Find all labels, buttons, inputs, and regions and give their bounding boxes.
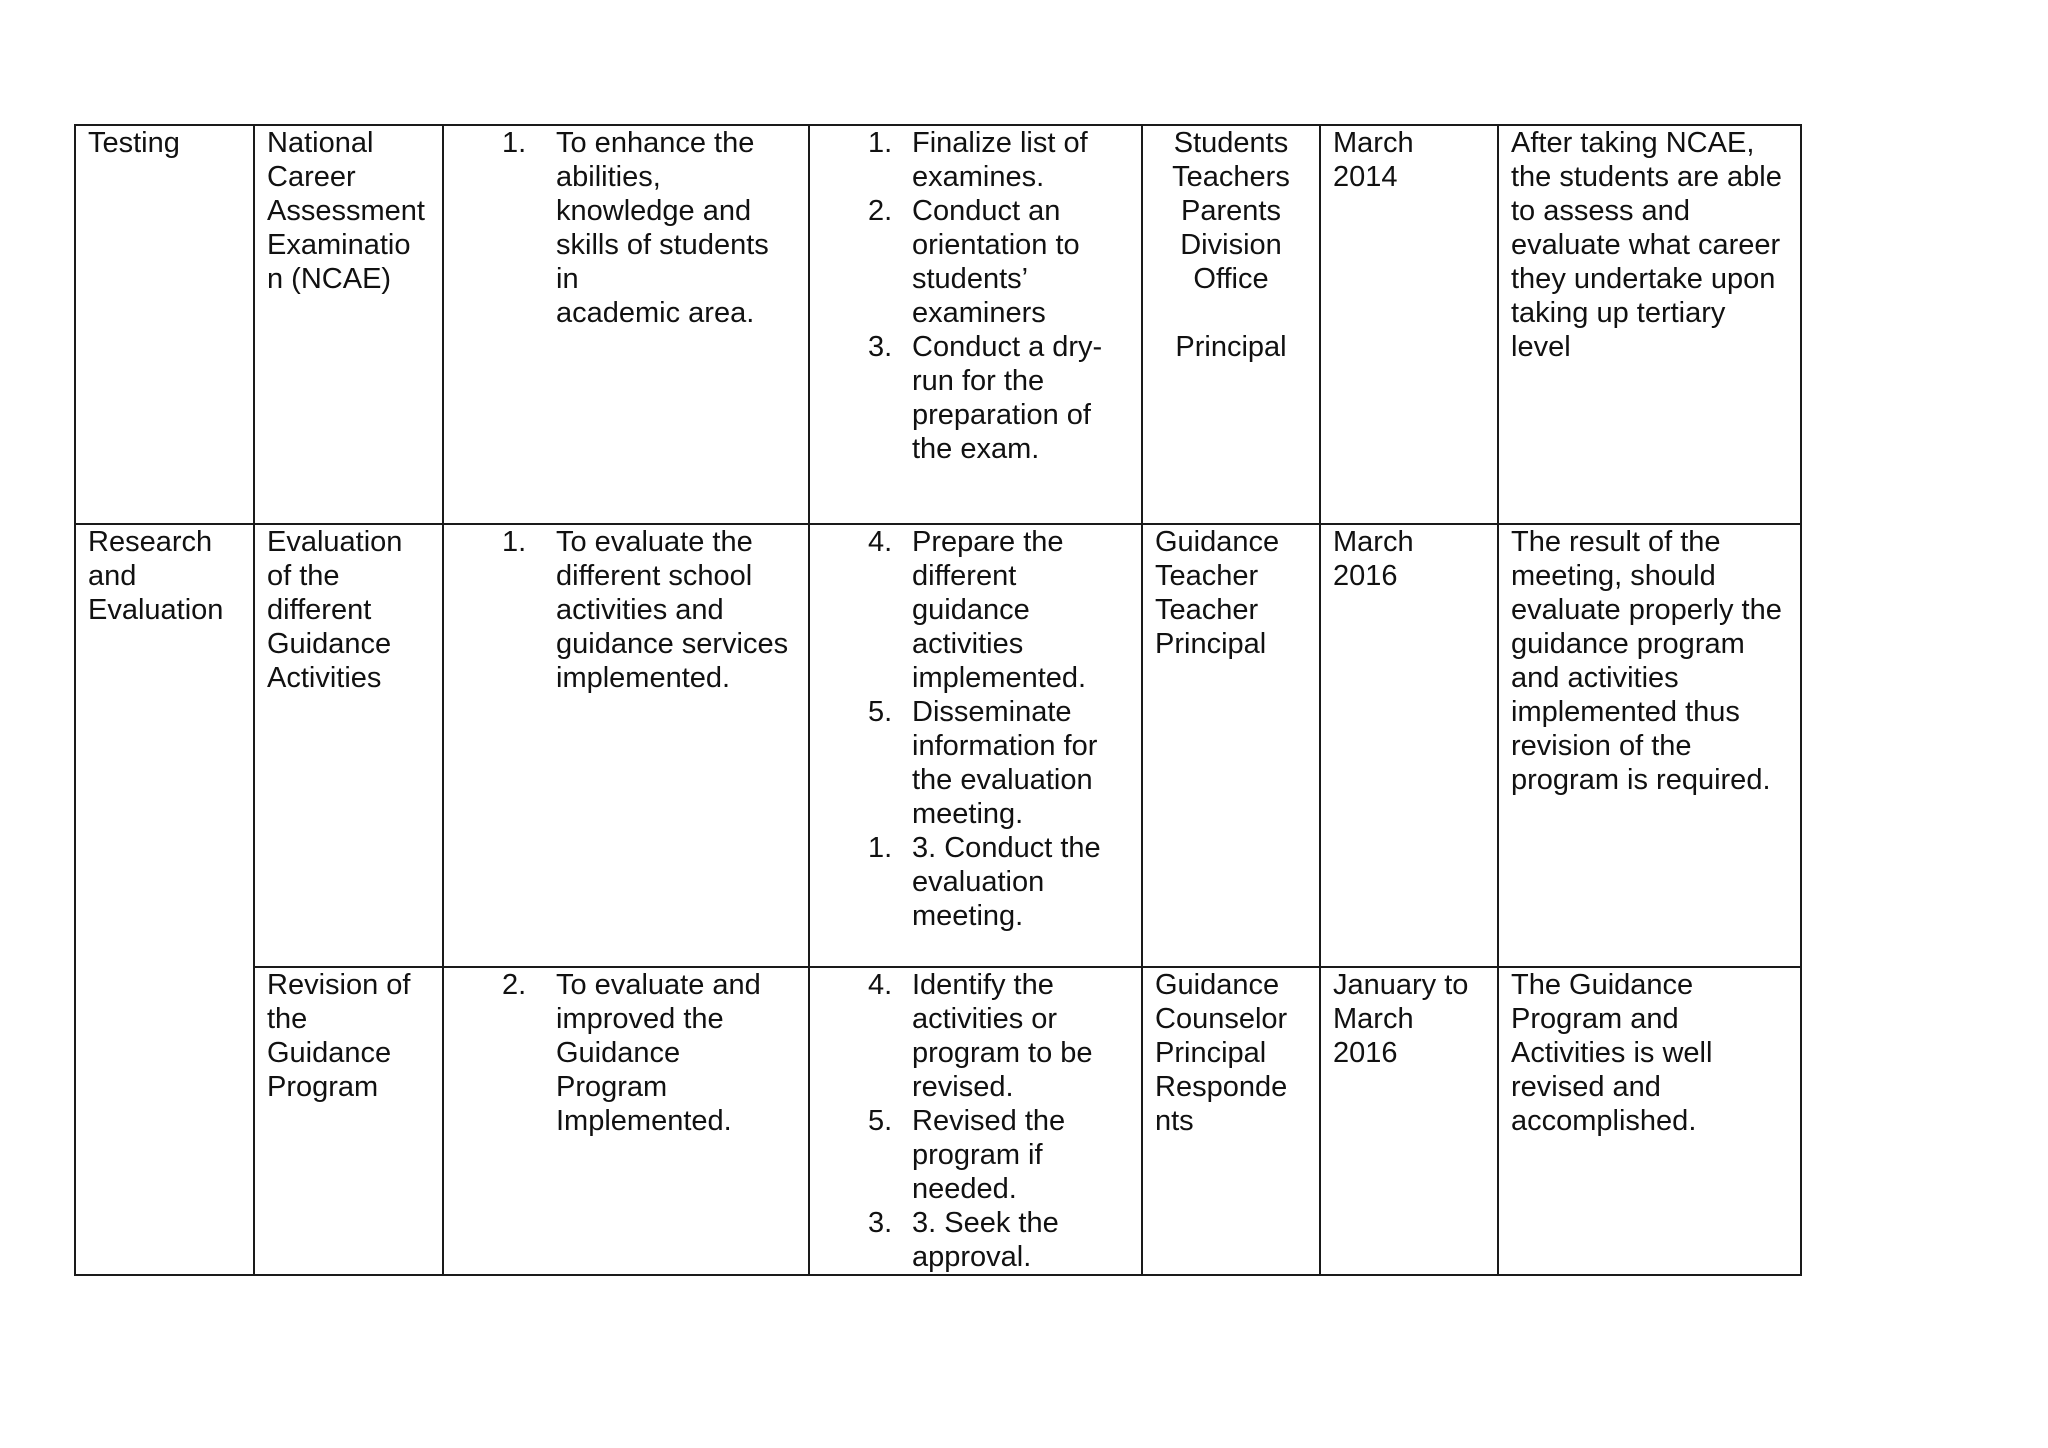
time-frame-line: March	[1333, 127, 1414, 159]
area-cell	[75, 524, 254, 1275]
expected-outcome-line: Activities is well	[1511, 1037, 1713, 1069]
persons-involved-cell	[1142, 125, 1320, 524]
activity-list-item-line: 3. Conduct the	[912, 832, 1101, 864]
area-label-line: and	[88, 560, 137, 592]
activity-list-item	[822, 330, 1129, 466]
activity-list-item-line: run for the	[912, 365, 1045, 397]
item-number: 1.	[502, 526, 527, 558]
persons-involved-line: Office	[1193, 263, 1269, 295]
activity-list-item-line: meeting.	[912, 798, 1024, 830]
activity-list-item	[822, 1206, 1129, 1274]
persons-involved	[1155, 968, 1307, 1138]
item-number: 4.	[868, 969, 893, 1001]
time-frame-line: March	[1333, 526, 1414, 558]
program-title	[267, 525, 430, 695]
expected-outcome-line: meeting, should	[1511, 560, 1716, 592]
time-frame	[1333, 126, 1485, 194]
objective-list-item-line: activities and	[556, 594, 724, 626]
table-row	[75, 125, 1801, 524]
expected-outcome	[1511, 525, 1788, 797]
persons-involved	[1155, 525, 1307, 661]
program-title-line: Career	[267, 161, 356, 193]
expected-outcome-line: After taking NCAE,	[1511, 127, 1755, 159]
activity-list-item-line: Finalize list of	[912, 127, 1088, 159]
area-label: Testing	[88, 127, 180, 159]
program-title	[267, 968, 430, 1104]
time-frame-line: January to	[1333, 969, 1469, 1001]
item-number: 1.	[868, 127, 893, 159]
persons-involved-line: Teacher	[1155, 594, 1259, 626]
objective-list-item-line: Guidance Program	[556, 1037, 681, 1103]
program-cell	[254, 967, 443, 1275]
activity-list-item-line: the exam.	[912, 433, 1040, 465]
area-label-line: Evaluation	[88, 594, 224, 626]
expected-outcome-line: evaluate what career	[1511, 229, 1781, 261]
activities-cell	[809, 125, 1142, 524]
objective-list-item-line: academic area.	[556, 297, 755, 329]
program-title-line: Revision of	[267, 969, 411, 1001]
activity-list-item-line: examines.	[912, 161, 1045, 193]
item-number: 3.	[868, 331, 893, 363]
expected-outcome-line: The Guidance	[1511, 969, 1694, 1001]
activity-list-item-line: activities or	[912, 1003, 1058, 1035]
program-title-line: Examinatio	[267, 229, 411, 261]
activity-list-item-line: Conduct a dry-	[912, 331, 1103, 363]
time-frame-cell	[1320, 125, 1498, 524]
activity-list-item	[822, 968, 1129, 1104]
program-title-line: of the	[267, 560, 340, 592]
objective-list	[456, 126, 796, 330]
item-number: 1.	[502, 127, 527, 159]
persons-involved-line: Principal	[1155, 628, 1267, 660]
activity-list-item-line: orientation to	[912, 229, 1080, 261]
activity-list-item-line: guidance	[912, 594, 1030, 626]
time-frame-line: 2014	[1333, 161, 1398, 193]
program-title-line: Guidance	[267, 628, 392, 660]
activity-list-item-line: Revised the	[912, 1105, 1066, 1137]
persons-involved-line: Guidance	[1155, 526, 1280, 558]
area-cell	[75, 125, 254, 524]
expected-outcome-line: accomplished.	[1511, 1105, 1697, 1137]
activity-list	[822, 525, 1129, 933]
time-frame-cell	[1320, 967, 1498, 1275]
persons-involved-line: Division	[1180, 229, 1282, 261]
persons-involved-line: Principal	[1155, 1037, 1267, 1069]
persons-involved-line	[1155, 296, 1307, 330]
program-cell	[254, 524, 443, 967]
time-frame-line: 2016	[1333, 560, 1398, 592]
activity-list-item-line: examiners	[912, 297, 1046, 329]
activity-list-item-line: implemented.	[912, 662, 1087, 694]
objective-list-item-line: abilities,	[556, 161, 661, 193]
activity-list-item-line: students’	[912, 263, 1029, 295]
activity-list-item-line: program to be	[912, 1037, 1093, 1069]
activity-list-item-line: Disseminate	[912, 696, 1072, 728]
expected-outcome-line: program is required.	[1511, 764, 1771, 796]
persons-involved-line: Teachers	[1172, 161, 1290, 193]
activity-list-item-line: preparation of	[912, 399, 1091, 431]
activity-list-item-line: Prepare the	[912, 526, 1064, 558]
item-number: 1.	[868, 832, 893, 864]
objective-list-item-line: To enhance the	[556, 127, 755, 159]
table-row	[75, 967, 1801, 1275]
objective-list-item-line: To evaluate and	[556, 969, 761, 1001]
program-title	[267, 126, 430, 296]
expected-outcome-line: to assess and	[1511, 195, 1690, 227]
time-frame-cell	[1320, 524, 1498, 967]
program-title-line: Guidance	[267, 1037, 392, 1069]
activity-list-item	[822, 194, 1129, 330]
expected-outcome-line: they undertake upon	[1511, 263, 1776, 295]
activity-list-item-line: 3. Seek the	[912, 1207, 1059, 1239]
objective-list	[456, 525, 796, 695]
table-row	[75, 524, 1801, 967]
expected-outcome-line: The result of the	[1511, 526, 1721, 558]
item-number: 5.	[868, 696, 893, 728]
objective-list-item	[456, 968, 796, 1138]
activity-list	[822, 126, 1129, 466]
expected-outcome-cell	[1498, 125, 1801, 524]
activity-list-item-line: meeting.	[912, 900, 1024, 932]
activity-list-item-line: approval.	[912, 1241, 1032, 1273]
persons-involved-line: Guidance	[1155, 969, 1280, 1001]
activities-cell	[809, 967, 1142, 1275]
objectives-cell	[443, 125, 809, 524]
program-title-line: Assessment	[267, 195, 425, 227]
persons-involved-cell	[1142, 524, 1320, 967]
activity-list-item-line: evaluation	[912, 866, 1045, 898]
activity-list-item-line: needed.	[912, 1173, 1017, 1205]
activity-list-item	[822, 695, 1129, 831]
time-frame-line: 2016	[1333, 1037, 1398, 1069]
expected-outcome-line: guidance program	[1511, 628, 1745, 660]
time-frame	[1333, 968, 1485, 1070]
area-label-line: Research	[88, 526, 213, 558]
objective-list-item-line: Implemented.	[556, 1105, 732, 1137]
program-title-line: the	[267, 1003, 308, 1035]
program-cell	[254, 125, 443, 524]
item-number: 2.	[868, 195, 893, 227]
objective-list	[456, 968, 796, 1138]
objective-list-item-line: To evaluate the	[556, 526, 753, 558]
program-title-line: n (NCAE)	[267, 263, 392, 295]
expected-outcome-line: Program and	[1511, 1003, 1679, 1035]
time-frame	[1333, 525, 1485, 593]
activity-list-item-line: different	[912, 560, 1017, 592]
objective-list-item-line: knowledge and	[556, 195, 752, 227]
area-label	[88, 525, 241, 627]
activity-list-item-line: program if	[912, 1139, 1043, 1171]
objective-list-item-line: guidance services	[556, 628, 789, 660]
item-number: 2.	[502, 969, 527, 1001]
expected-outcome-cell	[1498, 967, 1801, 1275]
persons-involved-line: Teacher	[1155, 560, 1259, 592]
activity-list-item	[822, 831, 1129, 933]
time-frame-line: March	[1333, 1003, 1414, 1035]
item-number: 5.	[868, 1105, 893, 1137]
objective-list-item-line: implemented.	[556, 662, 731, 694]
expected-outcome-line: implemented thus	[1511, 696, 1740, 728]
objective-list-item	[456, 525, 796, 695]
activity-list-item-line: Identify the	[912, 969, 1054, 1001]
activity-list-item	[822, 126, 1129, 194]
persons-involved-line: nts	[1155, 1105, 1194, 1137]
activity-list	[822, 968, 1129, 1274]
expected-outcome-line: level	[1511, 331, 1571, 363]
activity-list-item	[822, 525, 1129, 695]
persons-involved	[1155, 126, 1307, 364]
activity-list-item-line: activities	[912, 628, 1024, 660]
objective-list-item	[456, 126, 796, 330]
expected-outcome-line: the students are able	[1511, 161, 1782, 193]
persons-involved-line: Parents	[1181, 195, 1281, 227]
expected-outcome	[1511, 126, 1788, 364]
expected-outcome-line: evaluate properly the	[1511, 594, 1782, 626]
expected-outcome-line: revision of the	[1511, 730, 1692, 762]
expected-outcome-cell	[1498, 524, 1801, 967]
activity-list-item-line: information for	[912, 730, 1098, 762]
item-number: 4.	[868, 526, 893, 558]
objectives-cell	[443, 524, 809, 967]
program-title-line: different	[267, 594, 372, 626]
expected-outcome-line: and activities	[1511, 662, 1679, 694]
objective-list-item-line: improved the	[556, 1003, 724, 1035]
guidance-program-table	[74, 124, 1802, 1276]
persons-involved-line: Principal	[1175, 331, 1287, 363]
activity-list-item-line: Conduct an	[912, 195, 1061, 227]
expected-outcome-line: taking up tertiary	[1511, 297, 1726, 329]
program-title-line: National	[267, 127, 374, 159]
objective-list-item-line: different school	[556, 560, 753, 592]
persons-involved-cell	[1142, 967, 1320, 1275]
item-number: 3.	[868, 1207, 893, 1239]
activities-cell	[809, 524, 1142, 967]
objective-list-item-line: skills of students in	[556, 229, 769, 295]
activity-list-item-line: the evaluation	[912, 764, 1093, 796]
expected-outcome-line: revised and	[1511, 1071, 1661, 1103]
activity-list-item	[822, 1104, 1129, 1206]
activity-list-item-line: revised.	[912, 1071, 1014, 1103]
program-title-line: Evaluation	[267, 526, 403, 558]
program-title-line: Program	[267, 1071, 379, 1103]
expected-outcome	[1511, 968, 1788, 1138]
persons-involved-line: Counselor	[1155, 1003, 1288, 1035]
program-title-line: Activities	[267, 662, 382, 694]
objectives-cell	[443, 967, 809, 1275]
persons-involved-line: Students	[1173, 127, 1289, 159]
persons-involved-line: Responde	[1155, 1071, 1288, 1103]
